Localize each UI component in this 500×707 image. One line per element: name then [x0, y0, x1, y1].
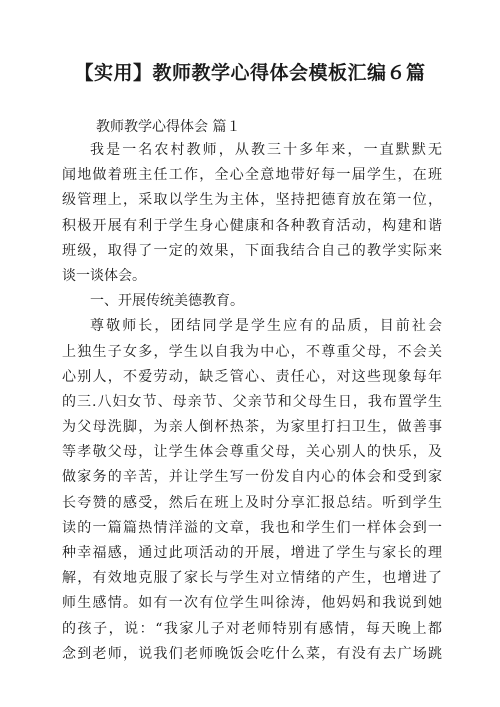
text-line: 尊敬师长，团结同学是学生应有的品质，目前社会	[90, 318, 442, 335]
text-line: 积极开展有利于学生身心健康和各种教育活动，构建和谐	[62, 217, 442, 234]
text-line: 级管理上，采取以学生为主体，坚持把德育放在第一位，	[62, 192, 442, 209]
text-line: 上独生子女多，学生以自我为中心，不尊重父母，不会关	[62, 343, 442, 360]
text-line: 等孝敬父母，让学生体会尊重父母，关心别人的快乐，及	[62, 444, 442, 461]
text-line: 我是一名农村教师，从教三十多年来，一直默默无	[90, 142, 442, 158]
text-line: 闻地做着班主任工作，全心全意地带好每一届学生，在班	[62, 167, 442, 184]
text-line: 解，有效地克服了家长与学生对立情绪的产生，也增进了	[62, 570, 442, 587]
subheading-line: 一、开展传统美德教育。	[90, 293, 244, 310]
text-line: 念到老师，说我们老师晚饭会吃什么菜，有没有去广场跳	[62, 645, 442, 662]
text-line: 种幸福感，通过此项活动的开展，增进了学生与家长的理	[62, 545, 442, 561]
body-text	[62, 138, 442, 667]
text-line: 为父母洗脚，为亲人倒杯热茶，为家里打扫卫生，做善事	[62, 419, 442, 436]
text-line: 师生感情。如有一次有位学生叫徐涛，他妈妈和我说到她	[62, 595, 442, 612]
text-line: 谈一谈体会。	[62, 267, 146, 284]
text-line: 班级，取得了一定的效果，下面我结合自己的教学实际来	[62, 242, 442, 259]
text-line: 的三.八妇女节、母亲节、父亲节和父母生日，我布置学生	[62, 393, 442, 410]
section-heading: 教师教学心得体会 篇１	[96, 119, 241, 135]
text-line: 的孩子，说：“我家儿子对老师特别有感情，每天晚上都	[62, 620, 442, 637]
text-line: 长夸赞的感受，然后在班上及时分享汇报总结。听到学生	[62, 494, 442, 511]
text-line: 做家务的辛苦，并让学生写一份发自内心的体会和受到家	[62, 469, 442, 486]
text-line: 心别人，不爱劳动，缺乏管心、责任心，对这些现象每年	[62, 368, 442, 385]
document-title: 【实用】教师教学心得体会模板汇编６篇	[74, 62, 426, 84]
text-line: 读的一篇篇热情洋溢的文章，我也和学生们一样体会到一	[62, 519, 442, 536]
